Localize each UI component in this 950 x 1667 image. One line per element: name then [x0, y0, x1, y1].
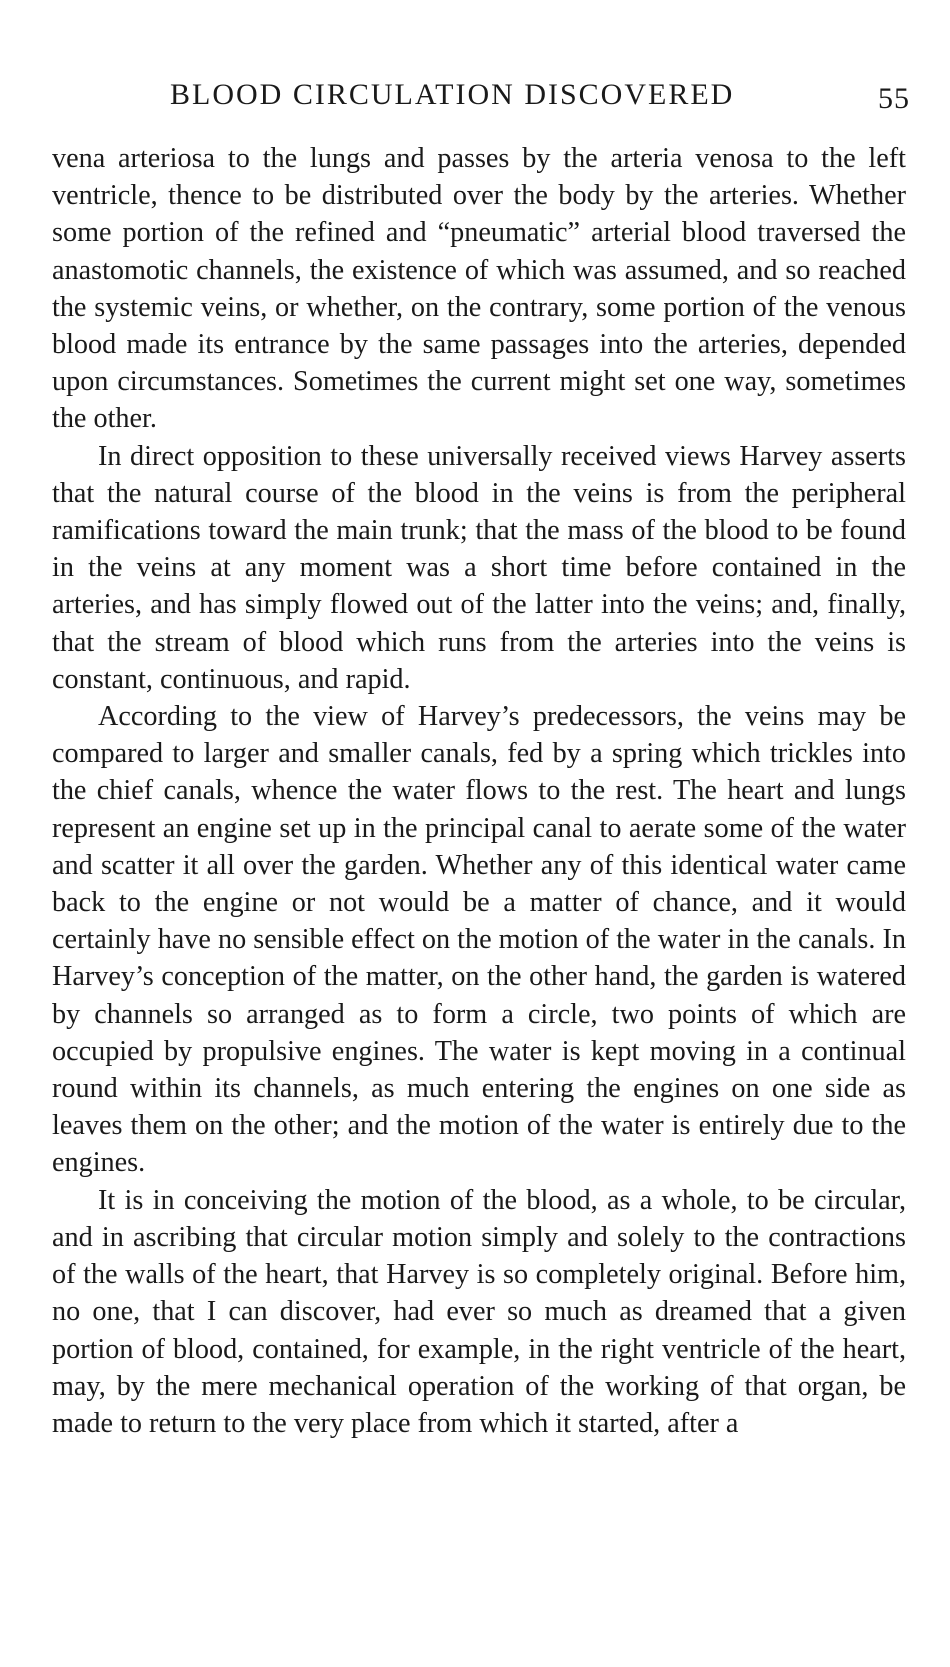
paragraph-4: It is in conceiving the motion of the blood, as a whole, to be circular, and in ascribing that circular motion simply and solely to the contractions of the walls of the heart, that Harvey is so completely original. Before him, no one, that I can discover, had ever so much as dreamed that a given portion of blood, contained, for example, in the right ventricle of the heart, may, by the mere mechanical operation of the working of that organ, be made to return to the very place from which it started, after a — [52, 1184, 906, 1439]
paragraph-1-continued: vena arteriosa to the lungs and passes by the arteria venosa to the left ventricle, thence to be distributed over the body by the arteries. Whether some portion of the refined and “pneumatic” arterial blood traversed the anastomotic channels, the existence of which was assumed, and so reached the systemic veins, or whether, on the contrary, some portion of the venous blood made its entrance by the same passages into the arteries, depended upon circumstances. Sometimes the current might set one way, sometimes the other. — [52, 143, 906, 435]
running-head — [170, 78, 910, 118]
body-text — [52, 140, 906, 1442]
page-number: 55 — [878, 82, 910, 115]
paragraph-2: In direct opposition to these universally received views Harvey asserts that the natural course of the blood in the veins is from the peripheral ramifications toward the main trunk; that the mass of the blood to be found in the veins at any moment was a short time before contained in the arteries, and has simply flowed out of the latter into the veins; and, finally, that the stream of blood which runs from the arteries into the veins is constant, continuous, and rapid. — [52, 440, 906, 695]
running-title: BLOOD CIRCULATION DISCOVERED — [170, 78, 735, 111]
paragraph-3: According to the view of Harvey’s predecessors, the veins may be compared to larger and smaller canals, fed by a spring which trickles into the chief canals, whence the water flows to the rest. The heart and lungs represent an engine set up in the principal canal to aerate some of the water and scatter it all over the garden. Whether any of this identical water came back to the engine or not would be a matter of chance, and it would certainly have no sensible effect on the motion of the water in the canals. In Harvey’s conception of the matter, on the other hand, the garden is watered by channels so arranged as to form a circle, two points of which are occupied by propulsive engines. The water is kept moving in a continual round within its channels, as much entering the engines on one side as leaves them on the other; and the motion of the water is entirely due to the engines. — [52, 701, 906, 1179]
